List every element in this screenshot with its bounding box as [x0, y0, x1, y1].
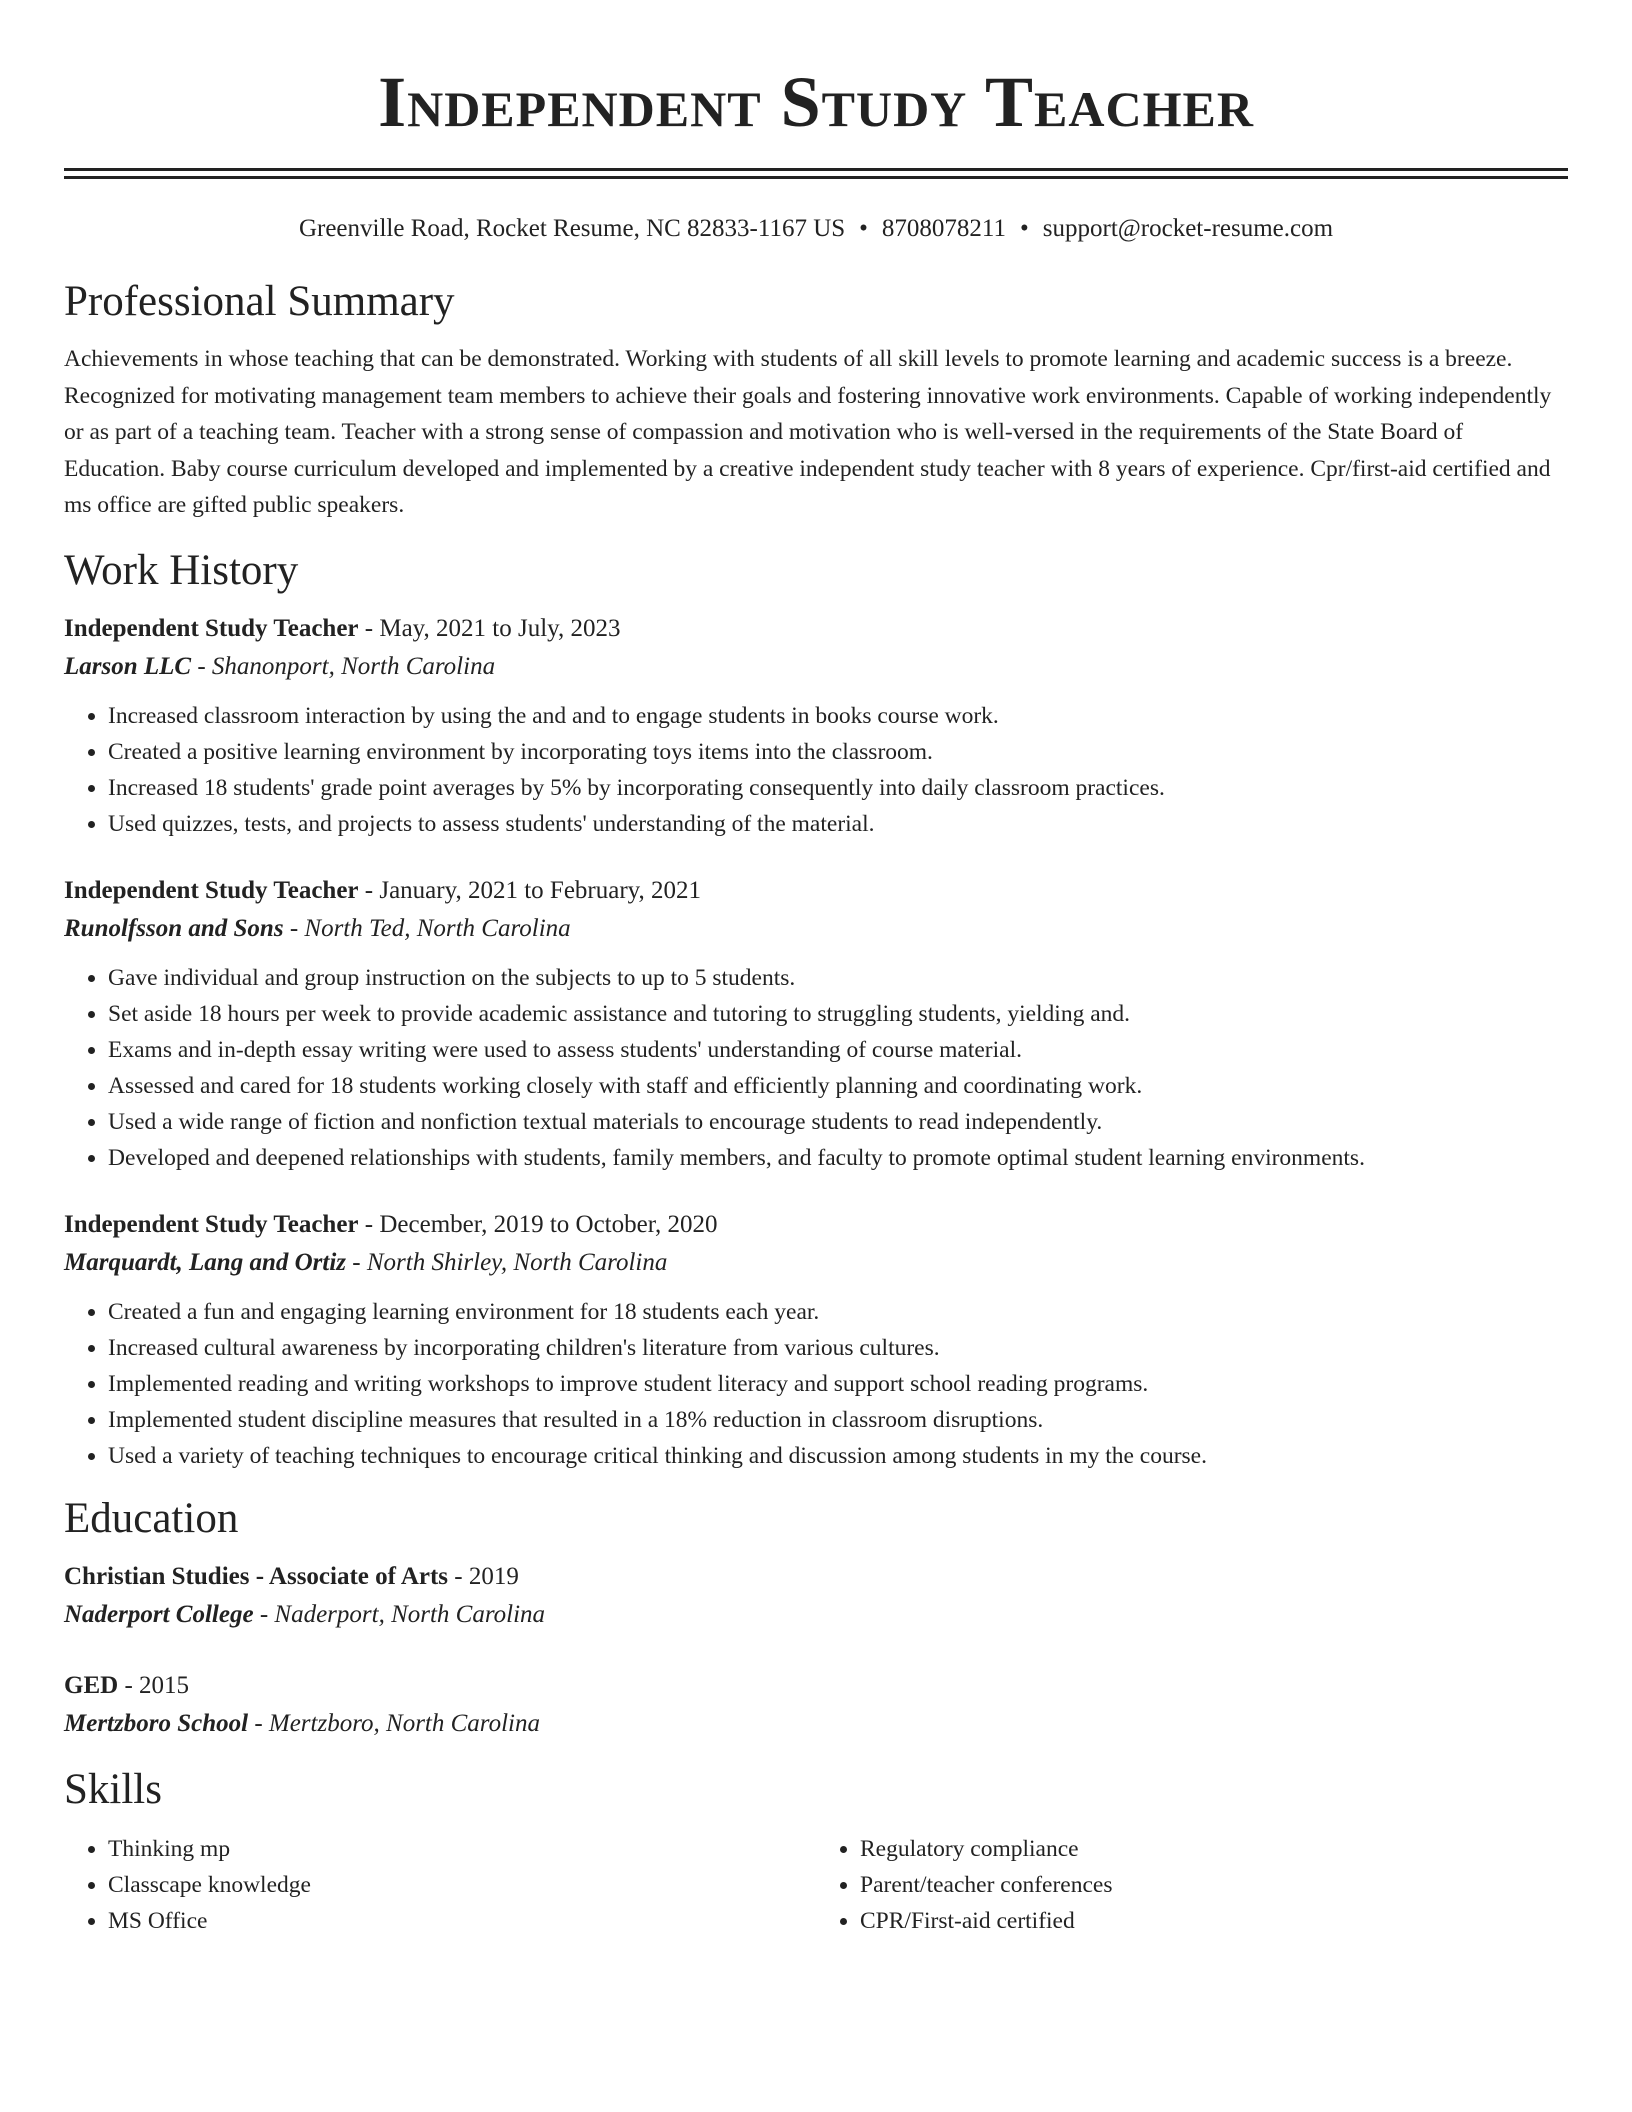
list-item: • Implemented reading and writing workshops to improve student literacy and support school reading programs.	[108, 1366, 1568, 1402]
job-header	[64, 610, 1568, 648]
list-item: • Created a fun and engaging learning environment for 18 students each year.	[108, 1294, 1568, 1330]
job-entry	[64, 872, 1568, 1176]
work-history-heading: Work History	[64, 546, 299, 594]
skills-list-right	[816, 1831, 1568, 1939]
skill-item: • MS Office	[108, 1903, 816, 1939]
list-item: • Assessed and cared for 18 students working closely with staff and efficiently planning and coordinating work.	[108, 1068, 1568, 1104]
job-entry	[64, 1206, 1568, 1474]
education-school: Naderport College	[64, 1600, 254, 1628]
skills-list-left	[64, 1831, 816, 1939]
summary-text: Achievements in whose teaching that can be demonstrated. Working with students of all skill levels to promote learning and academic success is a breeze. Recognized for motivating management team members to achieve their goals and fostering innovative work environments. Capable of working independently or as part of a teaching team. Teacher with a strong sense of compassion and motivation who is well-versed in the requirements of the State Board of Education. Baby course curriculum developed and implemented by a creative independent study teacher with 8 years of experience. Cpr/first-aid certified and ms office are gifted public speakers.	[64, 346, 1552, 518]
education-degree: Christian Studies - Associate of Arts	[64, 1562, 449, 1590]
job-employer	[64, 1244, 1568, 1282]
contact-separator: •	[859, 215, 868, 242]
resume-title: Independent Study Teacher	[378, 62, 1254, 142]
job-title: Independent Study Teacher	[64, 876, 359, 904]
job-company: Marquardt, Lang and Ortiz	[64, 1248, 347, 1276]
contact-email: support@rocket-resume.com	[1042, 215, 1334, 242]
job-location: - North Ted, North Carolina	[283, 914, 571, 942]
job-bullets	[64, 1294, 1568, 1474]
list-item: • Exams and in-depth essay writing were used to assess students' understanding of course material.	[108, 1032, 1568, 1068]
job-header	[64, 1206, 1568, 1244]
education-school-line	[64, 1596, 1568, 1634]
education-year: - 2015	[118, 1671, 190, 1699]
education-entry	[64, 1558, 1568, 1634]
education-location: - Mertzboro, North Carolina	[248, 1709, 540, 1737]
education-degree: GED	[64, 1671, 119, 1699]
resume-page	[64, 0, 1568, 1939]
list-item: • Increased classroom interaction by using the and and to engage students in books course work.	[108, 698, 1568, 734]
education-entry	[64, 1667, 1568, 1743]
job-employer	[64, 648, 1568, 686]
job-location: - Shanonport, North Carolina	[191, 652, 496, 680]
job-title: Independent Study Teacher	[64, 1210, 359, 1238]
list-item: • Created a positive learning environment by incorporating toys items into the classroom.	[108, 734, 1568, 770]
skill-item: • Parent/teacher conferences	[860, 1867, 1568, 1903]
job-dates: - December, 2019 to October, 2020	[358, 1210, 718, 1238]
skill-item: • Thinking mp	[108, 1831, 816, 1867]
list-item: • Gave individual and group instruction on the subjects to up to 5 students.	[108, 960, 1568, 996]
contact-separator: •	[1020, 215, 1029, 242]
summary-heading: Professional Summary	[64, 278, 455, 325]
contact-address: Greenville Road, Rocket Resume, NC 82833-1167 US	[298, 215, 846, 242]
contact-phone: 8708078211	[881, 215, 1006, 242]
list-item: • Increased 18 students' grade point averages by 5% by incorporating consequently into daily classroom practices.	[108, 770, 1568, 806]
list-item: • Developed and deepened relationships with students, family members, and faculty to promote optimal student learning environments.	[108, 1140, 1568, 1176]
list-item: • Used quizzes, tests, and projects to assess students' understanding of the material.	[108, 806, 1568, 842]
job-entry	[64, 610, 1568, 842]
job-company: Larson LLC	[64, 652, 192, 680]
job-header	[64, 872, 1568, 910]
job-dates: - May, 2021 to July, 2023	[358, 614, 621, 642]
job-company: Runolfsson and Sons	[64, 914, 284, 942]
title-divider	[64, 168, 1568, 179]
skills-heading: Skills	[64, 1765, 162, 1813]
education-header	[64, 1667, 1568, 1705]
education-year: - 2019	[448, 1562, 519, 1590]
contact-line	[64, 211, 1568, 247]
list-item: • Used a wide range of fiction and nonfiction textual materials to encourage students to read independently.	[108, 1104, 1568, 1140]
job-title: Independent Study Teacher	[64, 614, 359, 642]
job-location: - North Shirley, North Carolina	[346, 1248, 668, 1276]
skills-columns	[64, 1815, 1568, 1939]
job-bullets	[64, 960, 1568, 1176]
education-school-line	[64, 1705, 1568, 1743]
education-heading: Education	[64, 1494, 239, 1542]
skill-item: • CPR/First-aid certified	[860, 1903, 1568, 1939]
education-school: Mertzboro School	[64, 1709, 249, 1737]
job-employer	[64, 910, 1568, 948]
education-location: - Naderport, North Carolina	[253, 1600, 546, 1628]
list-item: • Used a variety of teaching techniques to encourage critical thinking and discussion among students in my the course.	[108, 1438, 1568, 1474]
list-item: • Set aside 18 hours per week to provide academic assistance and tutoring to struggling students, yielding and.	[108, 996, 1568, 1032]
job-dates: - January, 2021 to February, 2021	[358, 876, 702, 904]
skill-item: • Classcape knowledge	[108, 1867, 816, 1903]
list-item: • Increased cultural awareness by incorporating children's literature from various cultures.	[108, 1330, 1568, 1366]
skill-item: • Regulatory compliance	[860, 1831, 1568, 1867]
job-bullets	[64, 698, 1568, 842]
list-item: • Implemented student discipline measures that resulted in a 18% reduction in classroom disruptions.	[108, 1402, 1568, 1438]
education-header	[64, 1558, 1568, 1596]
